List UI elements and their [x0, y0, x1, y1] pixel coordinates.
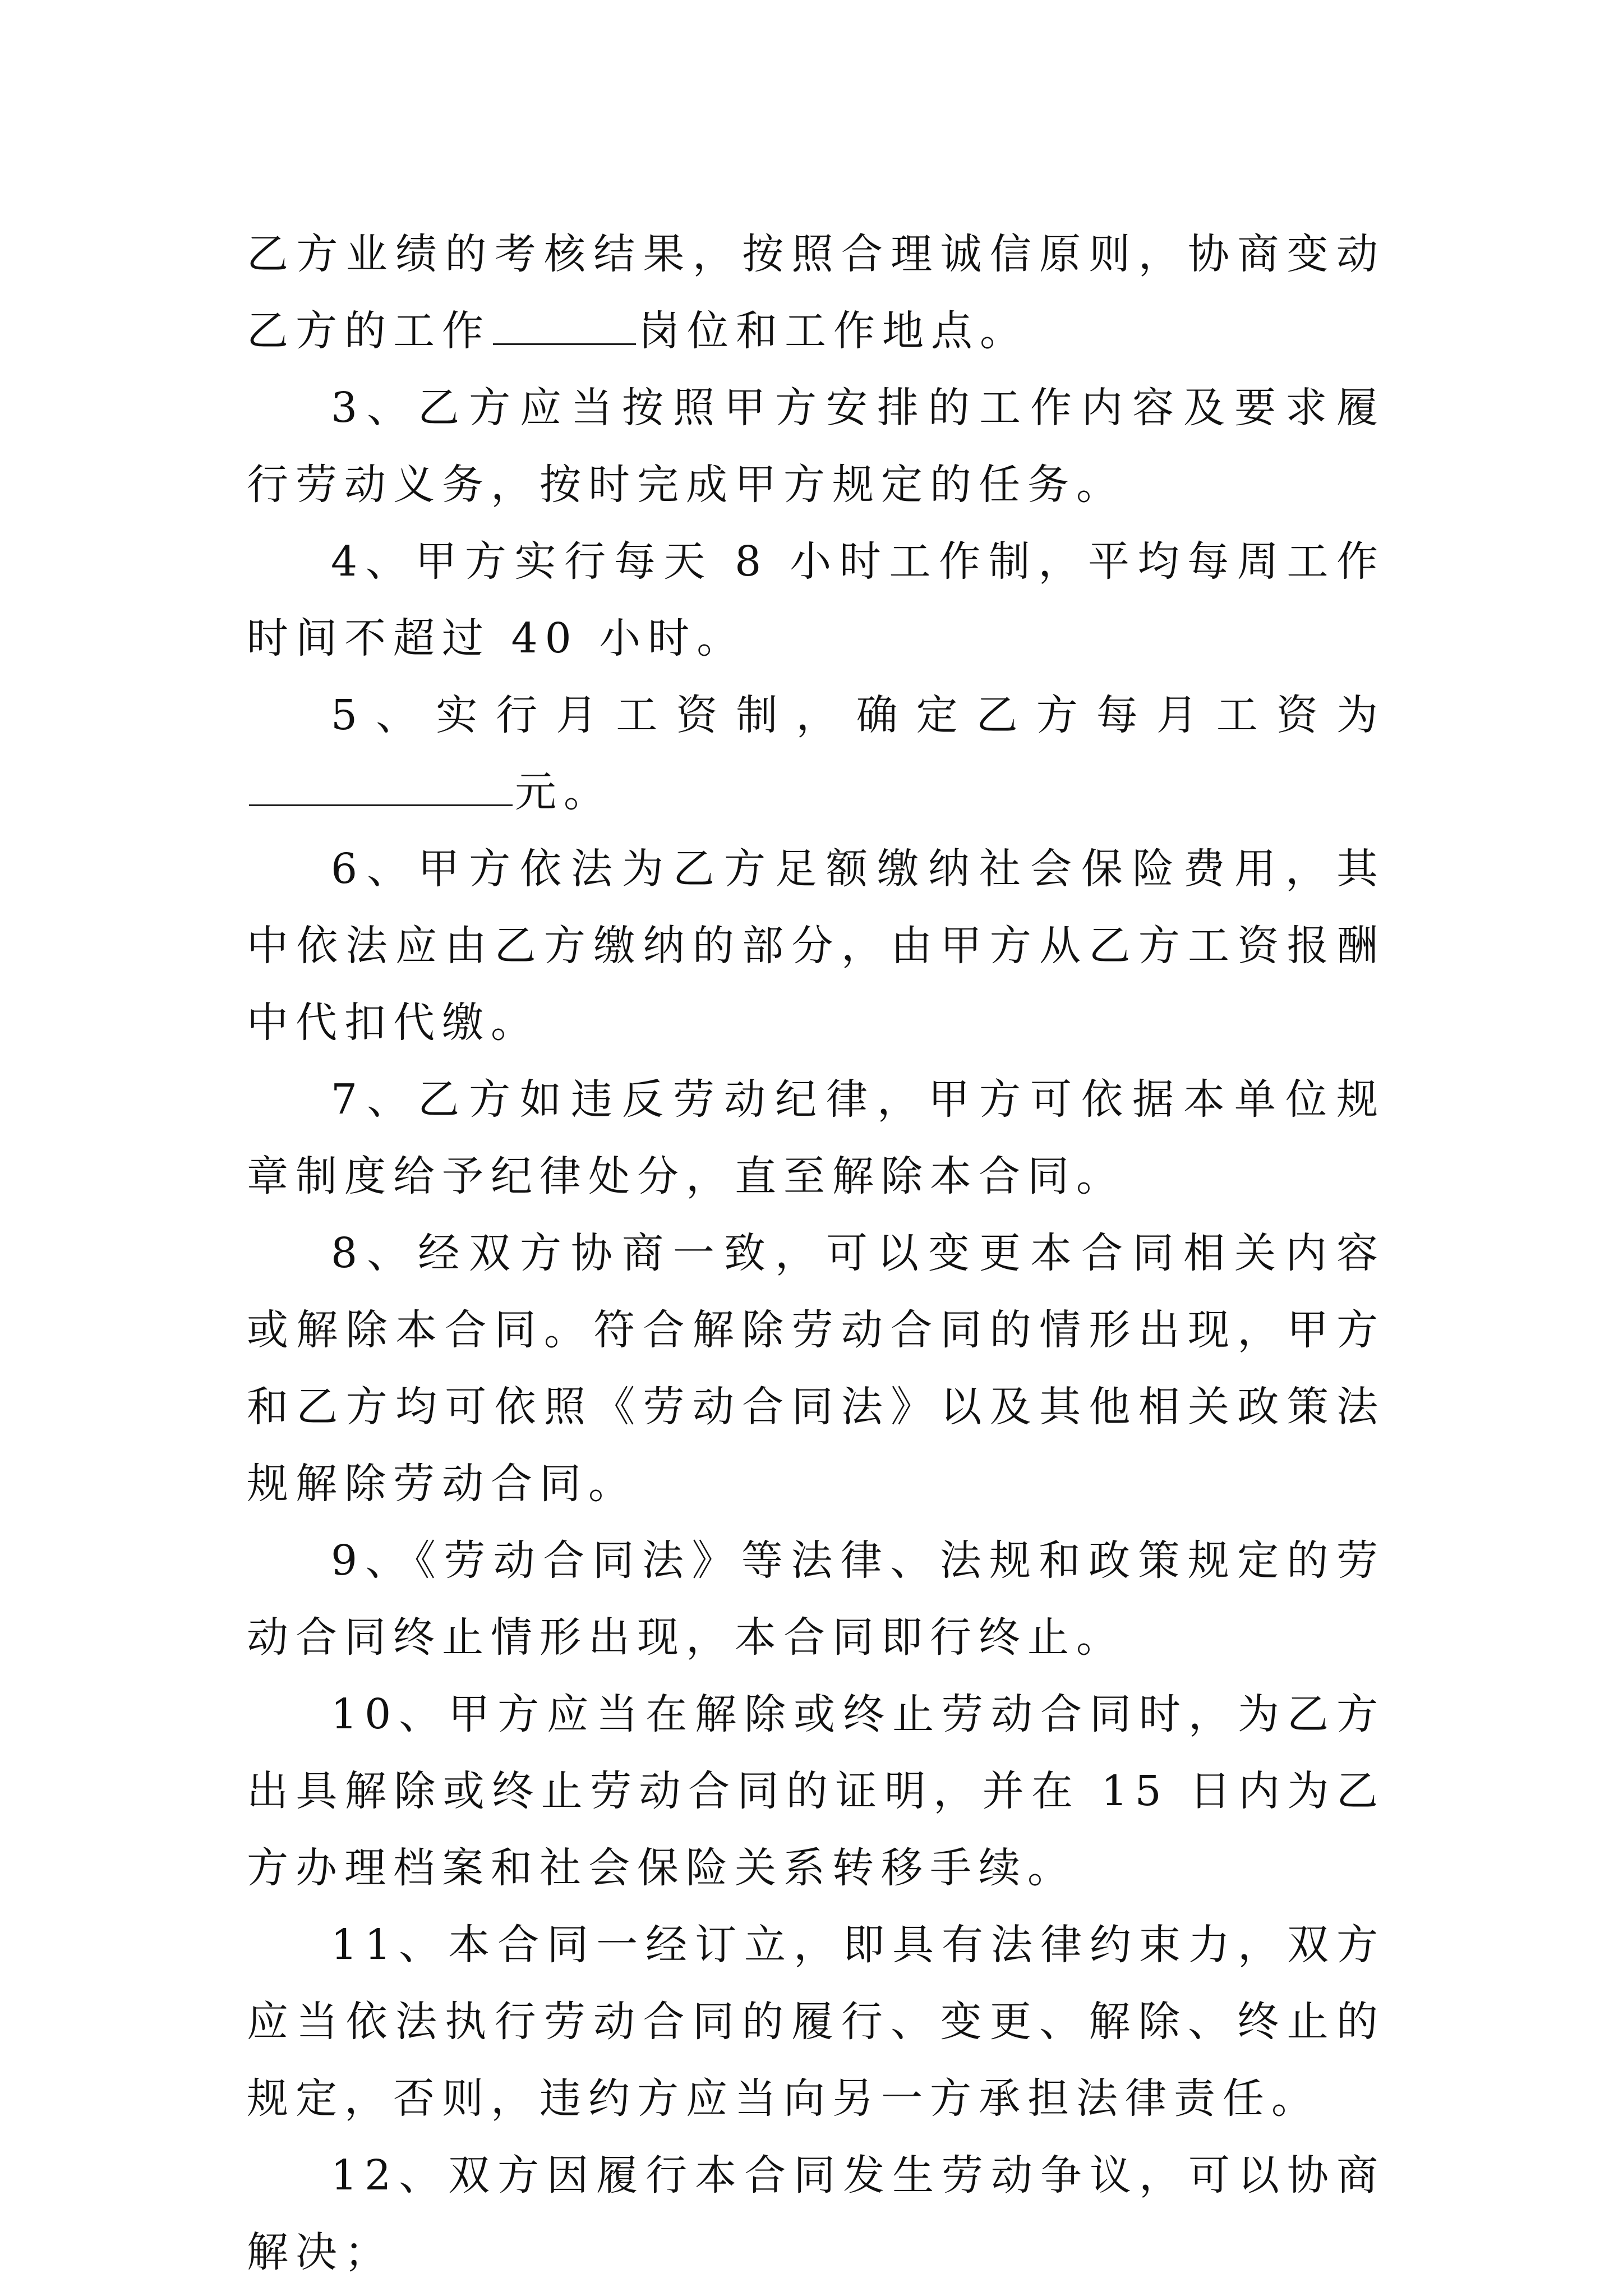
salary-blank [249, 765, 513, 806]
clause-6: 6、甲方依法为乙方足额缴纳社会保险费用，其中依法应由乙方缴纳的部分，由甲方从乙方工资报酬中代扣代缴。 [247, 845, 1385, 1047]
clause-3: 3、乙方应当按照甲方安排的工作内容及要求履行劳动义务，按时完成甲方规定的任务。 [247, 384, 1385, 509]
clause-10: 10、甲方应当在解除或终止劳动合同时，为乙方出具解除或终止劳动合同的证明，并在 15 日内为乙方办理档案和社会保险关系转移手续。 [247, 1690, 1385, 1892]
clause-12: 12、双方因履行本合同发生劳动争议，可以协商解决； [247, 2151, 1385, 2276]
contract-text [247, 216, 1385, 2291]
clause-7: 7、乙方如违反劳动纪律，甲方可依据本单位规章制度给予纪律处分，直至解除本合同。 [247, 1075, 1385, 1200]
paragraph-text: 5、实行月工资制，确定乙方每月工资为 [331, 691, 1385, 739]
clause-9: 9、《劳动合同法》等法律、法规和政策规定的劳动合同终止情形出现，本合同即行终止。 [247, 1536, 1385, 1662]
paragraph-continuation [247, 216, 1385, 370]
paragraph-text: 元。 [515, 768, 612, 816]
clause-11: 11、本合同一经订立，即具有法律约束力，双方应当依法执行劳动合同的履行、变更、解除、终止的规定，否则，违约方应当向另一方承担法律责任。 [247, 1921, 1385, 2123]
clause-4: 4、甲方实行每天 8 小时工作制，平均每周工作时间不超过 40 小时。 [247, 537, 1385, 662]
clause-5 [247, 677, 1385, 831]
paragraph-text: 岗位和工作地点。 [638, 307, 1029, 355]
paragraph-text: 乙方业绩的考核结果，按照合理诚信原则，协商变动乙方的工作 [247, 230, 1385, 355]
clause-8: 8、经双方协商一致，可以变更本合同相关内容或解除本合同。符合解除劳动合同的情形出现，甲方和乙方均可依照《劳动合同法》以及其他相关政策法规解除劳动合同。 [247, 1229, 1385, 1508]
fill-in-blank [493, 304, 636, 345]
